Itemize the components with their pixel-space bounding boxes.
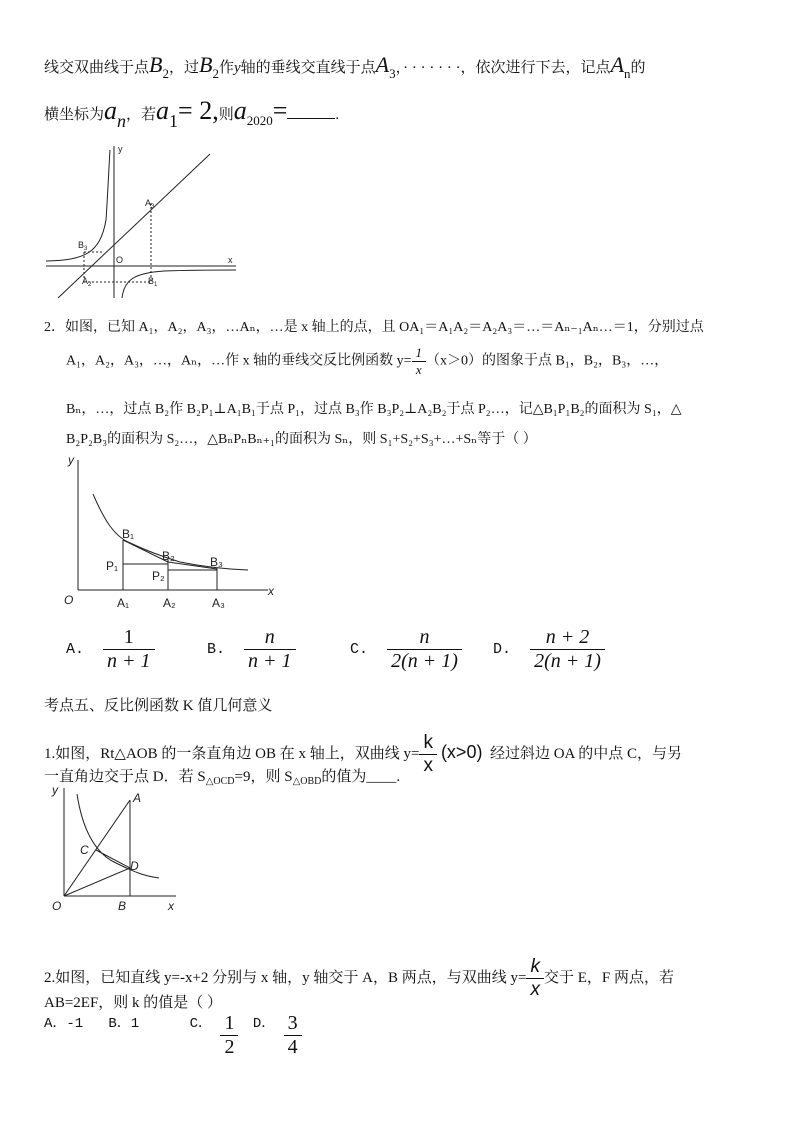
q2-line4: B₂P₂B₃的面积为 S₂…，△BₙPₙBₙ₊₁的面积为 Sₙ，则 S₁+S₂+S₃+…+Sₙ等于（ ）: [66, 432, 537, 447]
fig1-label-O: O: [116, 255, 124, 265]
fig2-label-B3: B₃: [210, 555, 223, 569]
fig1-label-y: y: [118, 144, 123, 154]
answer-blank: [287, 104, 335, 119]
fig2-label-A1: A₁: [117, 596, 130, 610]
q2-line1: 2．如图，已知 A₁，A₂，A₃，…Aₙ，…是 x 轴上的点，且 OA₁＝A₁A₂＝A₂A₃＝…＝Aₙ₋₁Aₙ…＝1，分别过点: [44, 320, 704, 335]
choice-D-fraction[interactable]: $\frac{3}{4}$: [284, 1012, 302, 1059]
q2-line3: Bₙ，…，过点 B₂作 B₂P₁⊥A₁B₁于点 P₁，过点 B₃作 B₃P₂⊥A₂B₂于点 P₂…，记△B₁P₁B₂的面积为 S₁，△: [66, 402, 682, 417]
fig3-label-y: y: [52, 783, 58, 797]
fig3-label-A: A: [133, 791, 142, 805]
choice-A[interactable]: A. $\frac{1}{n + 1}$: [66, 626, 198, 673]
q5-2-choices: A．-1 B．1 C． $\frac{1}{2}$ D． $\frac{3}{4}$: [44, 1012, 302, 1059]
q5-2-line1: 2.如图，已知直线 y=-x+2 分别与 x 轴，y 轴交于 A，B 两点，与双曲线 y= $\frac{k}{x}$ 交于 E，F 两点，若: [44, 956, 674, 1000]
section-title: 考点五、反比例函数 K 值几何意义: [44, 698, 273, 714]
choice-C[interactable]: C. $\frac{n}{2(n + 1)}$: [350, 626, 484, 673]
q2-line2: A₁，A₂，A₃，…，Aₙ，…作 x 轴的垂线交反比例函数 y= $\frac{1}{x}$ （x＞0）的图象于点 B₁，B₂，B₃，…，: [66, 345, 669, 377]
fig2-label-B1: B₁: [122, 527, 135, 541]
fig2-label-x: x: [268, 584, 274, 598]
fig2-label-B2: B₂: [162, 549, 175, 563]
fig2-label-A2: A₂: [163, 596, 176, 610]
fig2-label-O: O: [64, 593, 74, 607]
fig1-line: [58, 154, 210, 298]
q5-1-line2: 一直角边交于点 D．若 $S_{\triangle OCD}=9$，则 $S_{\triangle OBD}$的值为____.: [44, 769, 401, 787]
q5-2-fraction: $\frac{k}{x}$: [526, 956, 544, 1001]
fig3-label-C: C: [80, 843, 89, 857]
q5-2-line2: AB=2EF，则 k 的值是（ ）: [44, 995, 223, 1011]
fig1-label-A3: $A_3$: [145, 198, 155, 210]
p1-line2: 横坐标为an，若a1= 2,则a2020= .: [44, 96, 340, 131]
fig2-label-P1: P₁: [106, 559, 119, 573]
choice-B[interactable]: B. $\frac{n}{n + 1}$: [207, 626, 341, 673]
point-B2: B: [149, 52, 163, 77]
q5-1-line1: 1.如图，Rt△AOB 的一条直角边 OB 在 x 轴上，双曲线 y= $\frac{k}{x}$ (x>0) 经过斜边 OA 的中点 C，与另: [44, 732, 683, 776]
fig3-label-O: O: [52, 899, 62, 912]
choice-C-fraction[interactable]: $\frac{1}{2}$: [220, 1012, 238, 1059]
figure-hyperbola-line: [44, 140, 244, 302]
choice-D[interactable]: D. $\frac{n + 2}{2(n + 1)}$: [493, 626, 605, 673]
fig3-hyperbola: [77, 794, 159, 878]
q5-1-fraction: $\frac{k}{x}$: [419, 732, 437, 777]
fig1-hyperbola-branch-2: [122, 270, 236, 298]
fig1-label-B1: $B_1$: [148, 276, 158, 288]
p1-line1: 线交双曲线于点B2，过B2作y轴的垂线交直线于点A3，· · · · · · ·，依次进行下去，记点An的: [44, 52, 646, 81]
fig2-label-P2: P₂: [152, 569, 165, 583]
fig3-label-B: B: [118, 899, 127, 912]
fig2-label-y: y: [68, 453, 74, 467]
q2-fraction: $\frac{1}{x}$: [412, 345, 427, 378]
figure-inverse-proportion-steps: [60, 452, 280, 614]
fig1-label-B3: $B_3$: [78, 240, 88, 252]
fig3-label-x: x: [168, 899, 174, 912]
figure-right-triangle-hyperbola: [44, 782, 194, 912]
fig1-label-A2: $A_2$: [82, 276, 92, 288]
fig1-label-x: x: [228, 255, 233, 265]
q2-choices: [66, 626, 605, 673]
fig3-label-D: D: [130, 859, 139, 873]
fig2-label-A3: A₃: [212, 596, 225, 610]
